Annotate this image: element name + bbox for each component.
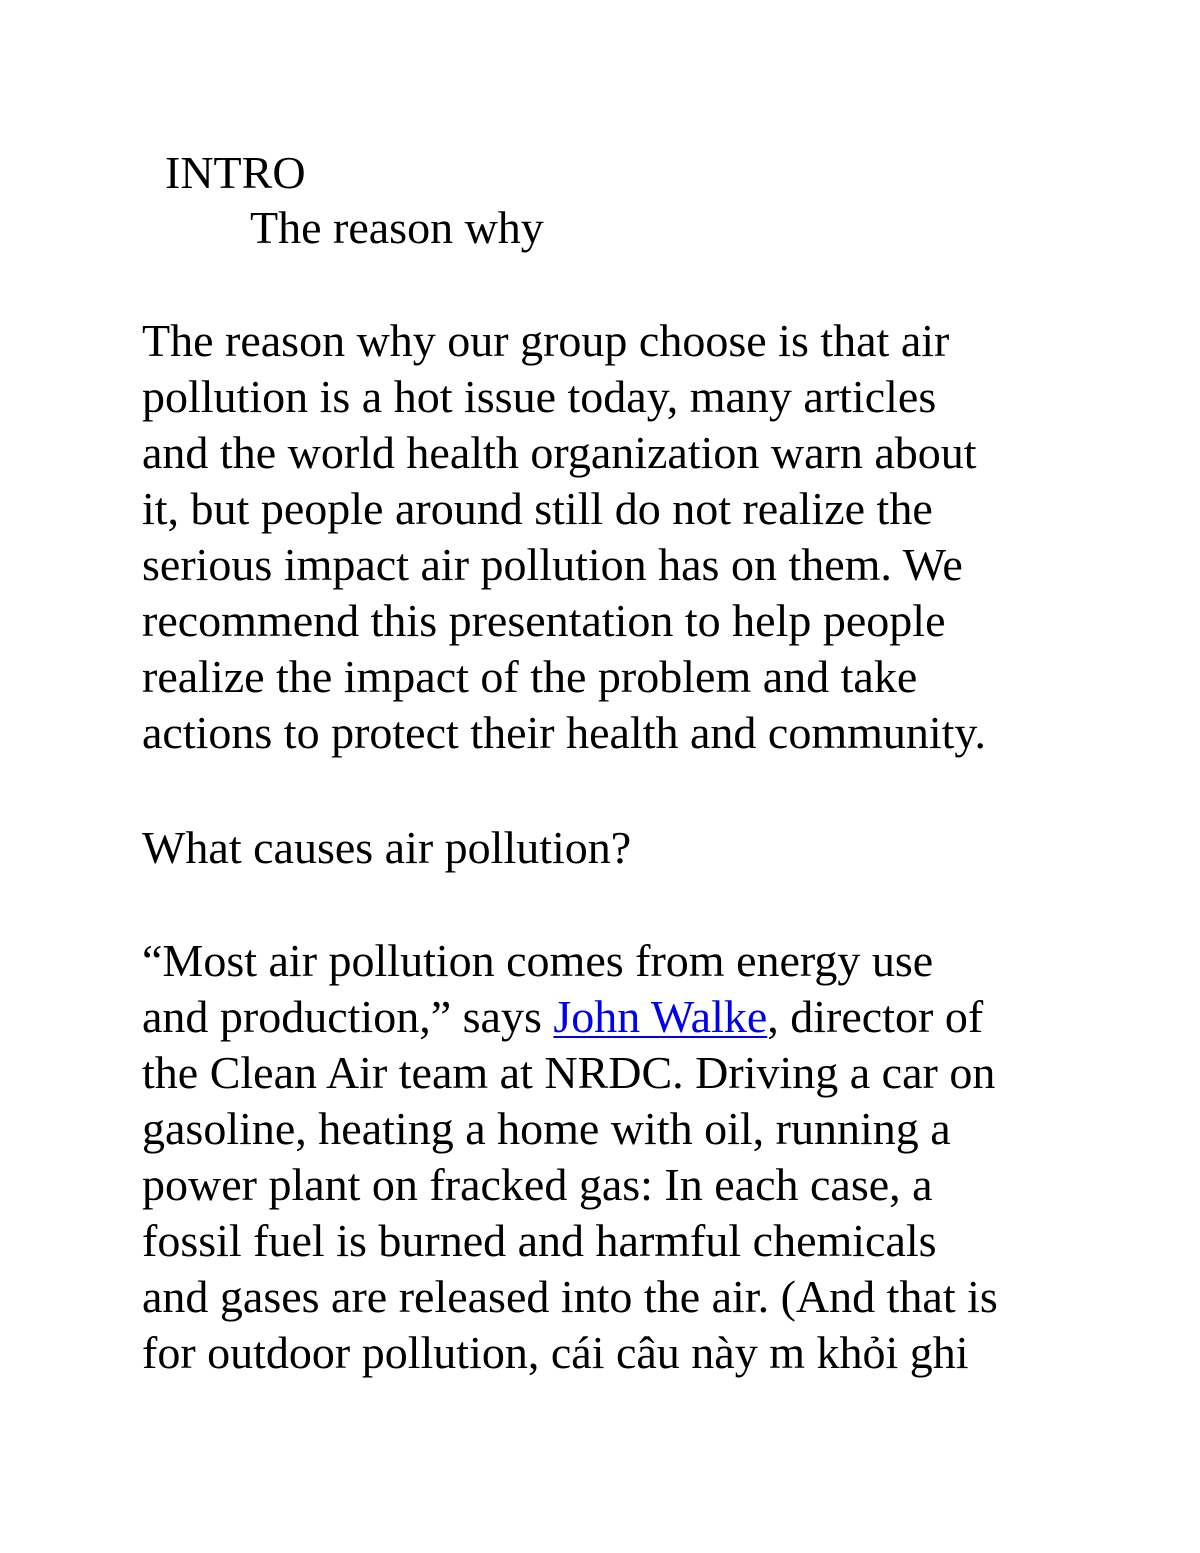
- john-walke-link[interactable]: John Walke: [553, 991, 768, 1042]
- paragraph-line: for outdoor pollution, cái câu này m khỏi ghi: [142, 1327, 969, 1378]
- paragraph-line: gasoline, heating a home with oil, running a: [142, 1103, 951, 1154]
- line-text-after-link: , director of: [767, 991, 984, 1042]
- intro-heading: INTRO: [165, 147, 306, 198]
- paragraph-line: realize the impact of the problem and take: [142, 651, 918, 702]
- paragraph-line: and gases are released into the air. (And that is: [142, 1271, 998, 1322]
- paragraph-line: pollution is a hot issue today, many articles: [142, 371, 937, 422]
- paragraph-line: power plant on fracked gas: In each case, a: [142, 1159, 933, 1210]
- paragraph-line: serious impact air pollution has on them. We: [142, 539, 963, 590]
- paragraph-line: fossil fuel is burned and harmful chemicals: [142, 1215, 937, 1266]
- paragraph-line: recommend this presentation to help people: [142, 595, 946, 646]
- paragraph-line: it, but people around still do not realize the: [142, 483, 933, 534]
- causes-paragraph: [142, 933, 998, 1381]
- paragraph-line: “Most air pollution comes from energy use: [142, 935, 934, 986]
- reason-paragraph: [142, 313, 986, 761]
- causes-heading: What causes air pollution?: [142, 822, 632, 873]
- paragraph-line: the Clean Air team at NRDC. Driving a car on: [142, 1047, 996, 1098]
- reason-subheading: The reason why: [250, 202, 544, 253]
- paragraph-line: The reason why our group choose is that air: [142, 315, 950, 366]
- paragraph-line: actions to protect their health and community.: [142, 707, 986, 758]
- line-text-before-link: and production,” says: [142, 991, 554, 1042]
- paragraph-line: and the world health organization warn about: [142, 427, 977, 478]
- paragraph-line-with-link: [142, 989, 998, 1045]
